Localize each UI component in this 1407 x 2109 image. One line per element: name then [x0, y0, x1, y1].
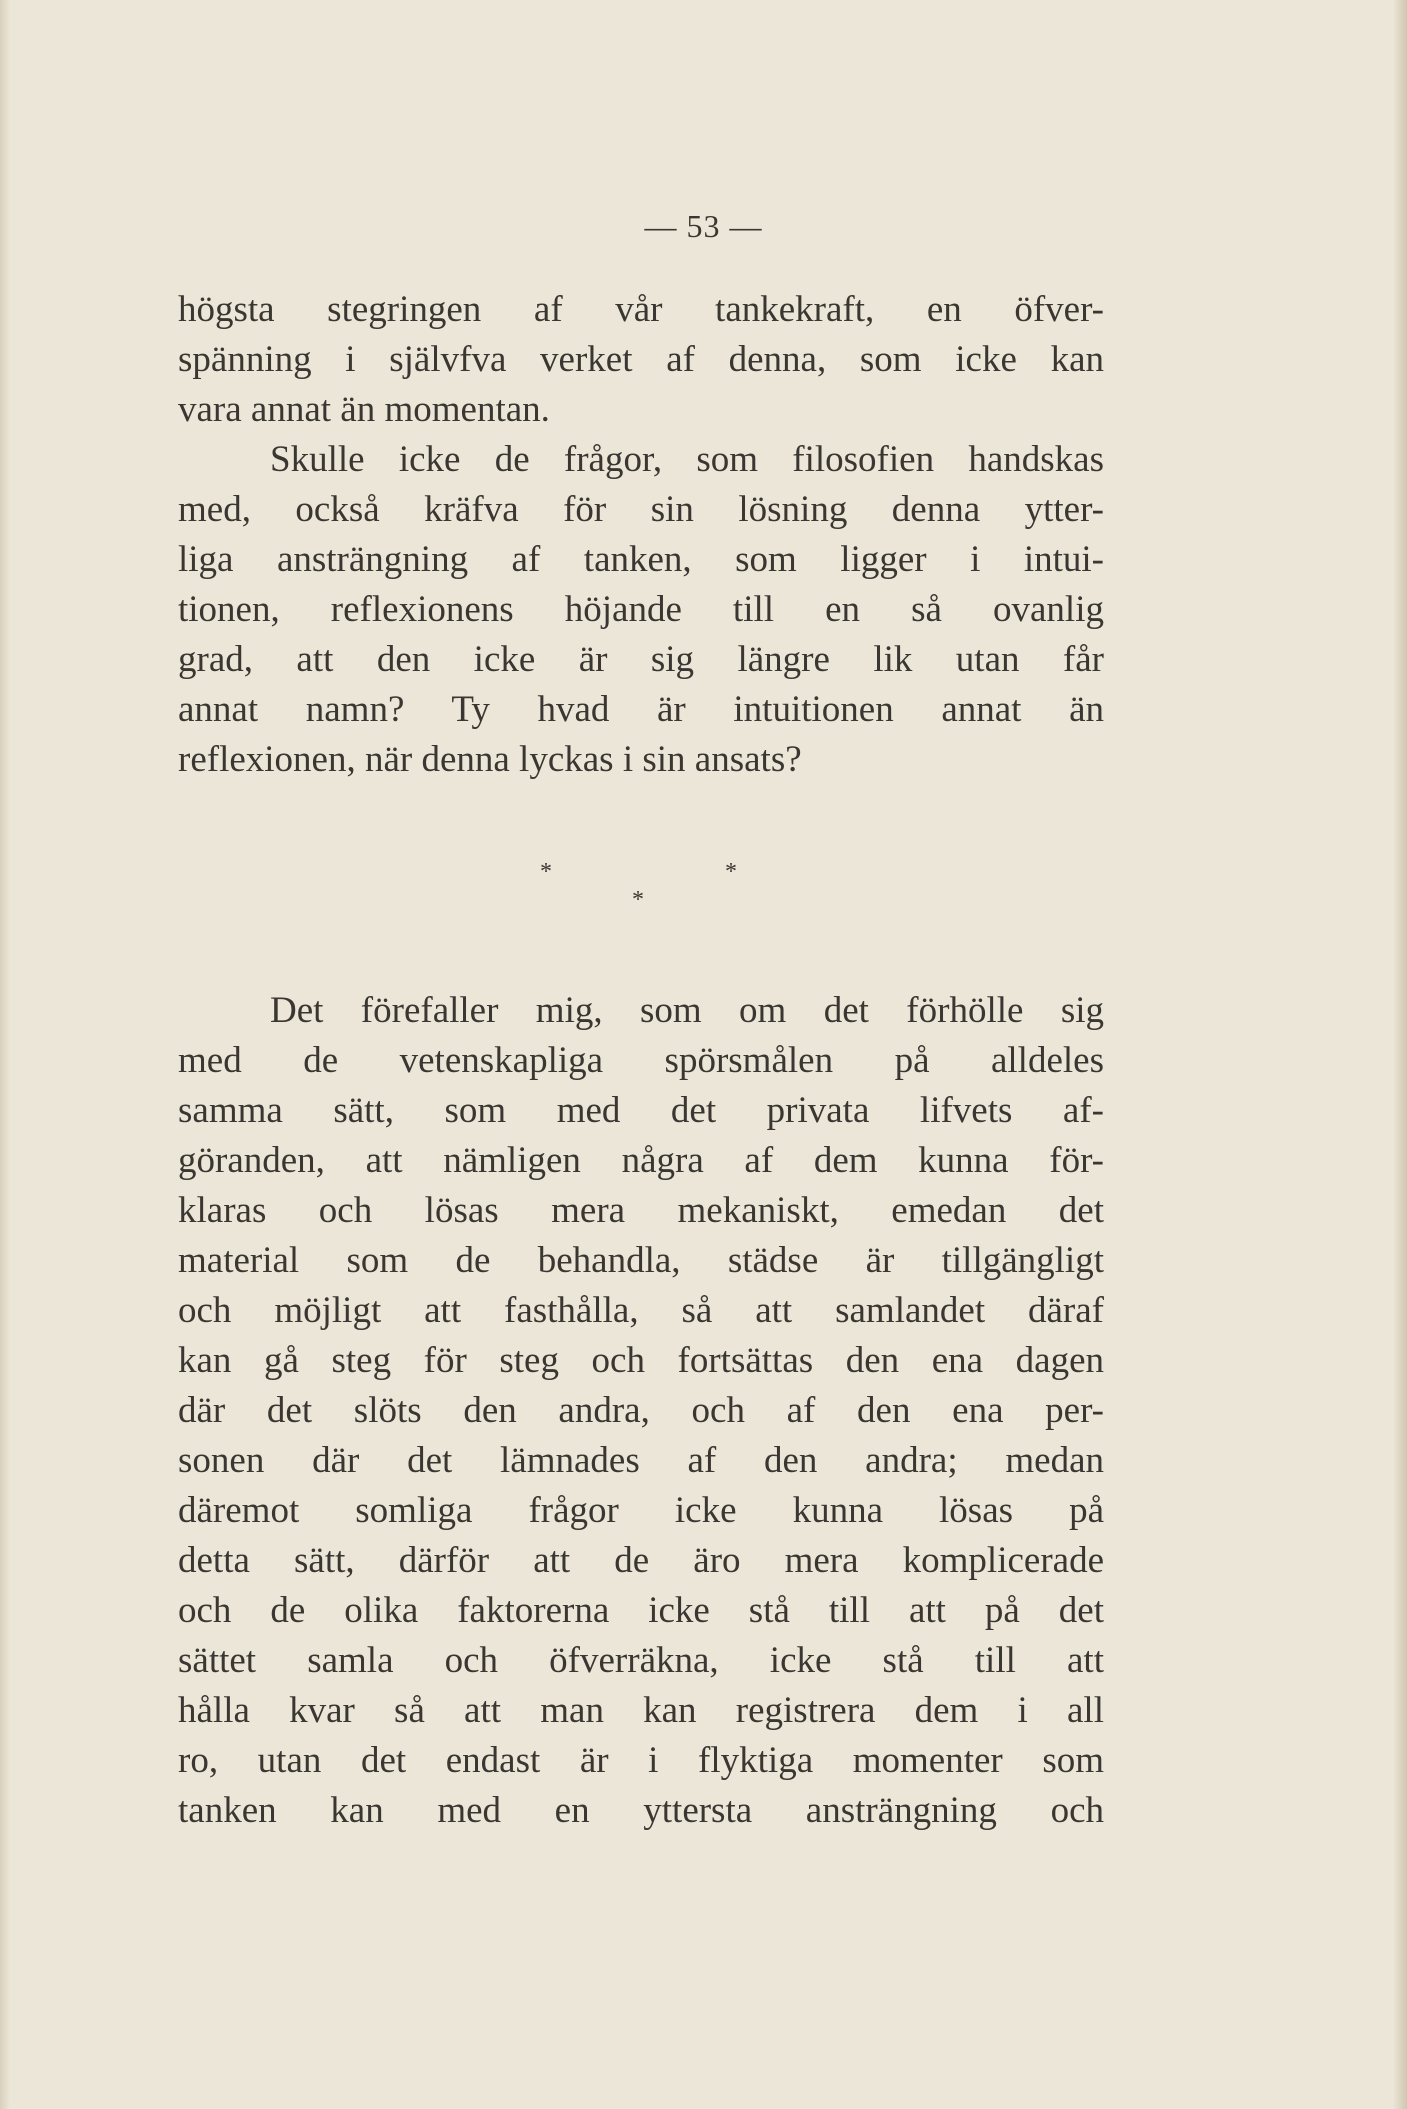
text-line: och de olika faktorerna icke stå till att på det	[178, 1590, 1104, 1631]
text-line: liga ansträngning af tanken, som ligger i intui-	[178, 539, 1104, 580]
text-line: ro, utan det endast är i flyktiga momenter som	[178, 1740, 1104, 1781]
text-line: Skulle icke de frågor, som filosofien handskas	[270, 439, 1104, 480]
text-line: och möjligt att fasthålla, så att samlandet däraf	[178, 1290, 1104, 1331]
text-line: tionen, reflexionens höjande till en så ovanlig	[178, 589, 1104, 630]
page-number: — 53 —	[644, 208, 763, 244]
text-line: Det förefaller mig, som om det förhölle sig	[270, 990, 1104, 1031]
text-line: sonen där det lämnades af den andra; medan	[178, 1440, 1104, 1481]
text-line: göranden, att nämligen några af dem kunna för-	[178, 1140, 1104, 1181]
text-line: hålla kvar så att man kan registrera dem i all	[178, 1690, 1104, 1731]
text-line: med, också kräfva för sin lösning denna ytter-	[178, 489, 1104, 530]
text-line: reflexionen, när denna lyckas i sin ansats?	[178, 739, 802, 780]
text-line: grad, att den icke är sig längre lik utan får	[178, 639, 1104, 680]
text-line: samma sätt, som med det privata lifvets af-	[178, 1090, 1104, 1131]
text-line: där det slöts den andra, och af den ena per-	[178, 1390, 1104, 1431]
text-line: med de vetenskapliga spörsmålen på alldeles	[178, 1040, 1104, 1081]
separator-asterisk: *	[632, 887, 644, 913]
text-line: sättet samla och öfverräkna, icke stå till att	[178, 1640, 1104, 1681]
page-edge-right	[1393, 0, 1407, 2109]
text-line: spänning i självfva verket af denna, som icke kan	[178, 339, 1104, 380]
text-line: däremot somliga frågor icke kunna lösas på	[178, 1490, 1104, 1531]
text-line: vara annat än momentan.	[178, 389, 550, 430]
text-line: tanken kan med en yttersta ansträngning och	[178, 1790, 1104, 1831]
text-line: högsta stegringen af vår tankekraft, en öfver-	[178, 289, 1104, 330]
text-line: material som de behandla, städse är tillgängligt	[178, 1240, 1104, 1281]
text-line: kan gå steg för steg och fortsättas den ena dagen	[178, 1340, 1104, 1381]
separator-asterisk: *	[725, 859, 737, 885]
text-line: klaras och lösas mera mekaniskt, emedan det	[178, 1190, 1104, 1231]
page-edge-left	[0, 0, 10, 2109]
text-line: annat namn? Ty hvad är intuitionen annat än	[178, 689, 1104, 730]
separator-asterisk: *	[540, 859, 552, 885]
text-line: detta sätt, därför att de äro mera komplicerade	[178, 1540, 1104, 1581]
